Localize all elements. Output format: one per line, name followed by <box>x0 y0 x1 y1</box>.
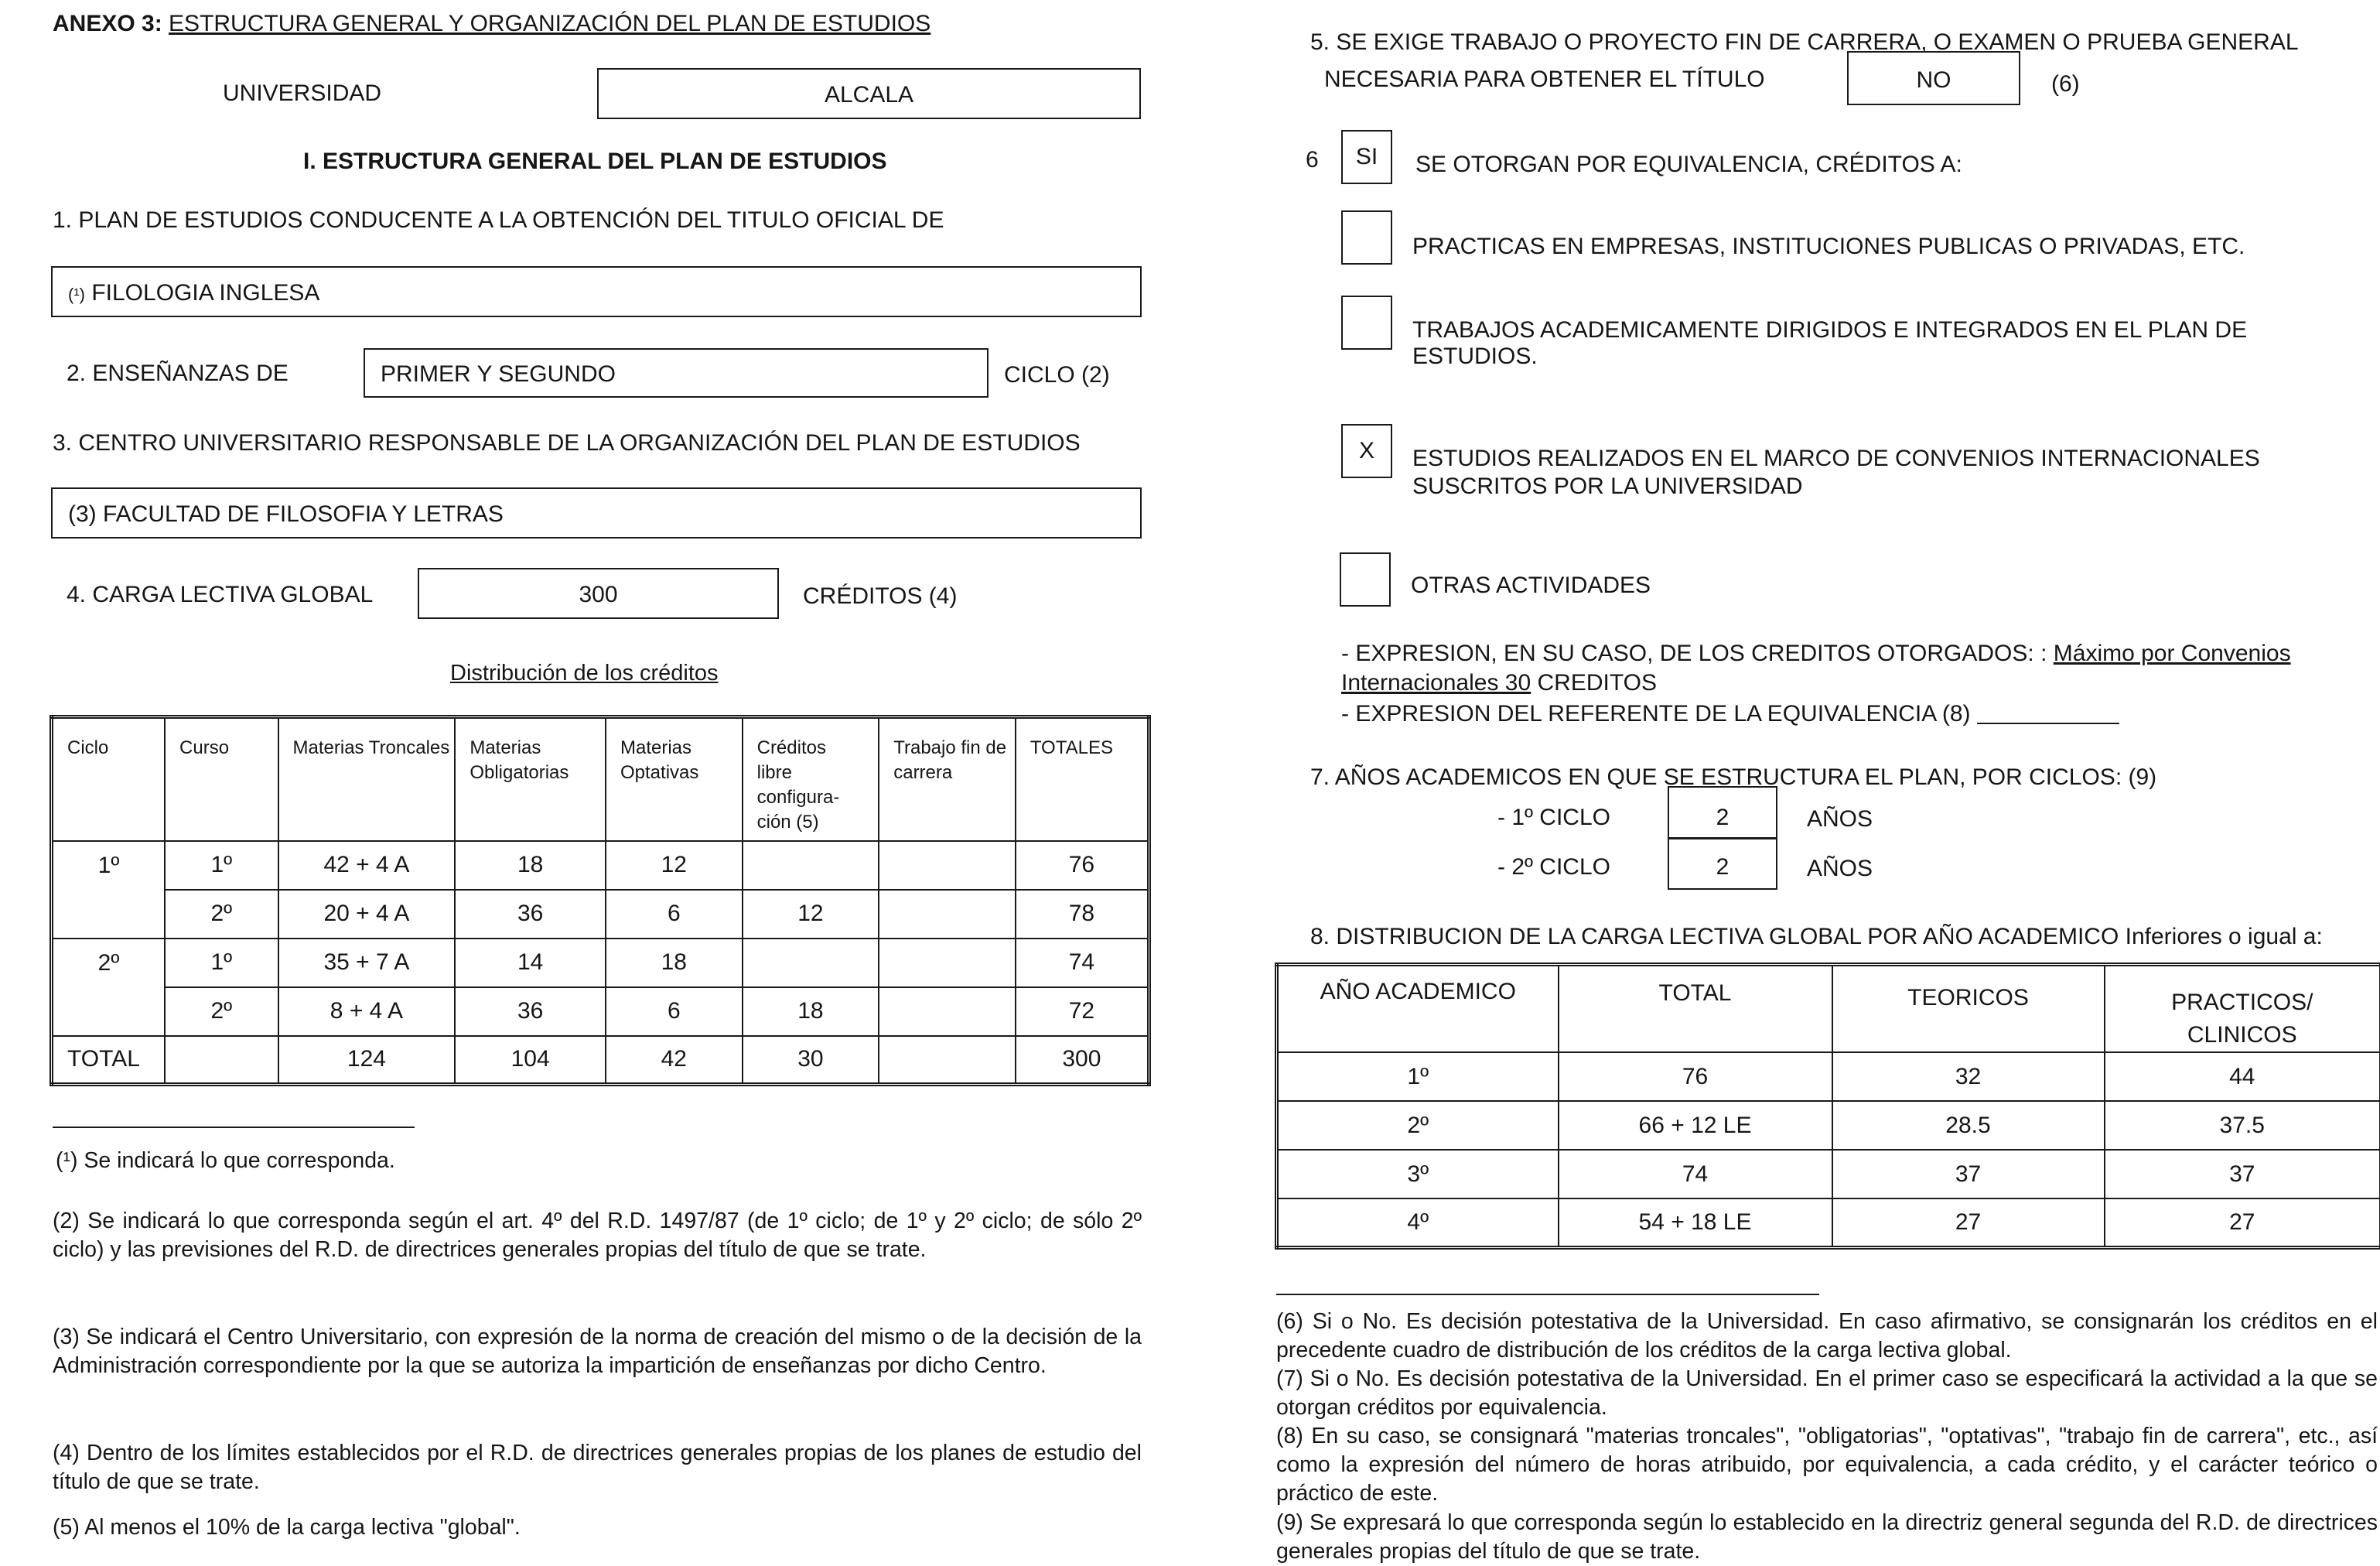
section-title: I. ESTRUCTURA GENERAL DEL PLAN DE ESTUDIOS <box>303 149 887 176</box>
cell-total: 54 + 18 LE <box>1559 1198 1832 1247</box>
footnote-5: (5) Al menos el 10% de la carga lectiva "global". <box>53 1513 1142 1542</box>
cell-totales: 300 <box>1016 1036 1149 1085</box>
cell-troncales: 20 + 4 A <box>278 890 456 939</box>
option-label-convenios-2: SUSCRITOS POR LA UNIVERSIDAD <box>1412 474 1803 501</box>
table-row <box>52 890 1149 939</box>
cell-optativas: 42 <box>606 1036 743 1085</box>
header-year: AÑO ACADEMICO <box>1277 965 1559 1053</box>
cell-libre: 18 <box>743 987 879 1036</box>
item5-line2: NECESARIA PARA OBTENER EL TÍTULO <box>1324 67 1765 94</box>
option-label-practicas: PRACTICAS EN EMPRESAS, INSTITUCIONES PUBLICAS O PRIVADAS, ETC. <box>1412 234 2245 261</box>
item4-label: 4. CARGA LECTIVA GLOBAL <box>67 582 373 609</box>
final-project-value: NO <box>1849 69 2019 92</box>
item3-label: 3. CENTRO UNIVERSITARIO RESPONSABLE DE LA ORGANIZACIÓN DEL PLAN DE ESTUDIOS <box>53 430 1081 457</box>
item2-label: 2. ENSEÑANZAS DE <box>67 361 289 388</box>
header-teoricos: TEORICOS <box>1832 965 2105 1053</box>
equivalence-answer: SI <box>1356 144 1378 170</box>
cycle1-unit: AÑOS <box>1807 806 1873 833</box>
table-row <box>1277 1101 2380 1150</box>
footnote-divider-right <box>1276 1294 1819 1295</box>
cell-obligatorias: 18 <box>455 841 606 890</box>
cell-trabajo <box>879 890 1016 939</box>
footnote-6: (6) Si o No. Es decisión potestativa de la Universidad. En caso afirmativo, se consignarán los créditos en el precedente cuadro de distribución de los créditos de la carga lectiva global. <box>1276 1308 2378 1365</box>
cell-curso: 2º <box>165 987 278 1036</box>
credit-distribution-table <box>50 715 1151 1086</box>
header-practicos: PRACTICOS/ CLINICOS <box>2105 965 2380 1053</box>
item1-label: 1. PLAN DE ESTUDIOS CONDUCENTE A LA OBTENCIÓN DEL TITULO OFICIAL DE <box>53 207 944 234</box>
footnote-mark: (¹) <box>68 285 85 304</box>
cell-libre: 30 <box>743 1036 879 1085</box>
university-field <box>597 68 1141 119</box>
cycle1-value: 2 <box>1669 806 1776 829</box>
teaching-field <box>364 348 989 398</box>
cell-practicos: 44 <box>2105 1052 2380 1101</box>
table-row <box>1277 1150 2380 1198</box>
cell-trabajo <box>879 841 1016 890</box>
item5-note: (6) <box>2051 71 2080 98</box>
option-label-trabajos-2: ESTUDIOS. <box>1412 344 1538 371</box>
cell-practicos: 37.5 <box>2105 1101 2380 1150</box>
expr1-value-c: CREDITOS <box>1538 670 1657 696</box>
cell-optativas: 6 <box>606 890 743 939</box>
cell-total: 74 <box>1559 1150 1832 1198</box>
title-field <box>51 266 1142 317</box>
header-totales: TOTALES <box>1016 717 1149 841</box>
expr2-blank <box>1977 723 2119 724</box>
table-row <box>52 987 1149 1036</box>
cell-trabajo <box>879 1036 1016 1085</box>
credit-table-header <box>52 717 1149 841</box>
cycle2-label: - 2º CICLO <box>1497 854 1610 881</box>
final-project-field <box>1847 51 2020 105</box>
cell-trabajo <box>879 939 1016 987</box>
cell-obligatorias: 14 <box>455 939 606 987</box>
table-row <box>1277 1052 2380 1101</box>
cell-obligatorias: 36 <box>455 890 606 939</box>
expr1-value-b: Internacionales 30 <box>1341 670 1531 696</box>
load-value: 300 <box>419 583 777 607</box>
header-trabajo: Trabajo fin de carrera <box>879 717 1016 841</box>
header-ciclo: Ciclo <box>52 717 166 841</box>
cell-curso: 2º <box>165 890 278 939</box>
option-label-convenios-1: ESTUDIOS REALIZADOS EN EL MARCO DE CONVENIOS INTERNACIONALES <box>1412 446 2260 473</box>
center-field <box>51 487 1142 539</box>
table-row <box>52 939 1149 987</box>
expr2-label: - EXPRESION DEL REFERENTE DE LA EQUIVALENCIA (8) <box>1341 701 1971 727</box>
expr1-line1 <box>1341 641 2291 668</box>
cell-year: 4º <box>1277 1198 1559 1247</box>
cell-year: 3º <box>1277 1150 1559 1198</box>
option-label-trabajos-1: TRABAJOS ACADEMICAMENTE DIRIGIDOS E INTEGRADOS EN EL PLAN DE <box>1412 317 2247 344</box>
header-troncales: Materias Troncales <box>278 717 456 841</box>
option-checkbox-practicas <box>1341 210 1392 265</box>
cell-totales: 76 <box>1016 841 1149 890</box>
option-checkbox-convenios <box>1341 424 1392 478</box>
footnote-9: (9) Se expresará lo que corresponda según lo establecido en la directriz general segunda del R.D. de directrices generales propias del título de que se trate. <box>1276 1509 2378 1566</box>
cell-optativas: 12 <box>606 841 743 890</box>
footnote-2: (2) Se indicará lo que corresponda según el art. 4º del R.D. 1497/87 (de 1º ciclo; de 1º y 2º ciclo; de sólo 2º ciclo) y las previsiones del R.D. de directrices generales propias del título de que se trate. <box>53 1207 1142 1264</box>
item4-suffix: CRÉDITOS (4) <box>803 583 957 610</box>
footnote-4: (4) Dentro de los límites establecidos por el R.D. de directrices generales propias de los planes de estudio del título de que se trate. <box>53 1439 1142 1496</box>
center-value: (3) FACULTAD DE FILOSOFIA Y LETRAS <box>68 503 504 526</box>
cell-total-label: TOTAL <box>52 1036 166 1085</box>
cell-totales: 72 <box>1016 987 1149 1036</box>
cell-practicos: 37 <box>2105 1150 2380 1198</box>
cell-teoricos: 32 <box>1832 1052 2105 1101</box>
cell-troncales: 35 + 7 A <box>278 939 456 987</box>
cell-curso <box>165 1036 278 1085</box>
cell-teoricos: 27 <box>1832 1198 2105 1247</box>
equivalence-answer-box <box>1341 130 1392 184</box>
cycles-divider <box>1669 837 1776 839</box>
cell-troncales: 8 + 4 A <box>278 987 456 1036</box>
footnote-8: (8) En su caso, se consignará "materias troncales", "obligatorias", "optativas", "trabajo fin de carrera", etc., así como la expresión del número de horas atribuido, por equivalencia, a cada crédito, y el carácter teórico o práctico de este. <box>1276 1422 2378 1508</box>
header-obligatorias: Materias Obligatorias <box>455 717 606 841</box>
cell-total: 76 <box>1559 1052 1832 1101</box>
cell-year: 1º <box>1277 1052 1559 1101</box>
annex-title: ESTRUCTURA GENERAL Y ORGANIZACIÓN DEL PLAN DE ESTUDIOS <box>169 11 930 36</box>
cell-obligatorias: 36 <box>455 987 606 1036</box>
cell-obligatorias: 104 <box>455 1036 606 1085</box>
footnote-7: (7) Si o No. Es decisión potestativa de la Universidad. En el primer caso se especificará la actividad a la que se otorgan créditos por equivalencia. <box>1276 1365 2378 1422</box>
cell-totales: 74 <box>1016 939 1149 987</box>
expr1-value-a: Máximo por Convenios <box>2054 641 2291 666</box>
cell-libre: 12 <box>743 890 879 939</box>
cycles-box <box>1668 786 1777 890</box>
cell-totales: 78 <box>1016 890 1149 939</box>
header-optativas: Materias Optativas <box>606 717 743 841</box>
cell-teoricos: 28.5 <box>1832 1101 2105 1150</box>
header-libre: Créditos libre configura- ción (5) <box>743 717 879 841</box>
teaching-value: PRIMER Y SEGUNDO <box>381 363 616 386</box>
cell-total: 66 + 12 LE <box>1559 1101 1832 1150</box>
cell-curso: 1º <box>165 939 278 987</box>
university-value: ALCALA <box>599 84 1139 107</box>
cell-troncales: 124 <box>278 1036 456 1085</box>
yearly-load-table <box>1275 963 2380 1250</box>
item8-label: 8. DISTRIBUCION DE LA CARGA LECTIVA GLOBAL POR AÑO ACADEMICO <box>1310 924 2119 949</box>
expr1-label: - EXPRESION, EN SU CASO, DE LOS CREDITOS OTORGADOS: : <box>1341 641 2047 666</box>
option-checkbox-otras <box>1340 552 1391 607</box>
item6-number: 6 <box>1306 147 1319 174</box>
distribution-title: Distribución de los créditos <box>450 661 719 686</box>
item5-line1: 5. SE EXIGE TRABAJO O PROYECTO FIN DE CARRERA, O EXAMEN O PRUEBA GENERAL <box>1310 29 2299 56</box>
cycle2-value: 2 <box>1669 856 1776 879</box>
cycle2-unit: AÑOS <box>1807 856 1873 883</box>
cell-teoricos: 37 <box>1832 1150 2105 1198</box>
annex-label: ANEXO 3: <box>53 11 162 36</box>
item8-suffix: Inferiores o igual a: <box>2126 924 2323 949</box>
total-row <box>52 1036 1149 1085</box>
load-field <box>418 568 779 619</box>
cell-year: 2º <box>1277 1101 1559 1150</box>
footnote-1: (¹) Se indicará lo que corresponda. <box>56 1147 1139 1175</box>
item6-label: SE OTORGAN POR EQUIVALENCIA, CRÉDITOS A: <box>1415 152 1962 179</box>
item8-heading <box>1310 924 2323 951</box>
cycle1-label: - 1º CICLO <box>1497 805 1610 832</box>
option-checkbox-trabajos <box>1341 296 1392 350</box>
cell-practicos: 27 <box>2105 1198 2380 1247</box>
header-total: TOTAL <box>1559 965 1832 1053</box>
item7-label: 7. AÑOS ACADEMICOS EN QUE SE ESTRUCTURA EL PLAN, POR CICLOS: (9) <box>1310 764 2156 792</box>
title-value: FILOLOGIA INGLESA <box>91 280 319 306</box>
university-label: UNIVERSIDAD <box>223 80 381 108</box>
cell-optativas: 6 <box>606 987 743 1036</box>
footnote-divider <box>53 1127 415 1128</box>
cell-trabajo <box>879 987 1016 1036</box>
option-label-otras: OTRAS ACTIVIDADES <box>1411 573 1651 600</box>
cell-troncales: 42 + 4 A <box>278 841 456 890</box>
table-row <box>52 841 1149 890</box>
cell-curso: 1º <box>165 841 278 890</box>
cell-libre <box>743 939 879 987</box>
cell-ciclo: 1º <box>52 841 166 939</box>
header-curso: Curso <box>165 717 278 841</box>
footnote-3: (3) Se indicará el Centro Universitario, con expresión de la norma de creación del mismo o de la decisión de la Administración correspondiente por la que se autoriza la impartición de enseñanzas por dicho Centro. <box>53 1323 1142 1380</box>
item2-suffix: CICLO (2) <box>1004 362 1110 389</box>
expr2-line <box>1341 701 2119 728</box>
cell-libre <box>743 841 879 890</box>
x-mark: X <box>1359 438 1374 464</box>
cell-ciclo: 2º <box>52 939 166 1036</box>
annex-heading <box>53 11 930 38</box>
year-table-header <box>1277 965 2380 1053</box>
expr1-line2 <box>1341 670 1657 697</box>
table-row <box>1277 1198 2380 1247</box>
cell-optativas: 18 <box>606 939 743 987</box>
